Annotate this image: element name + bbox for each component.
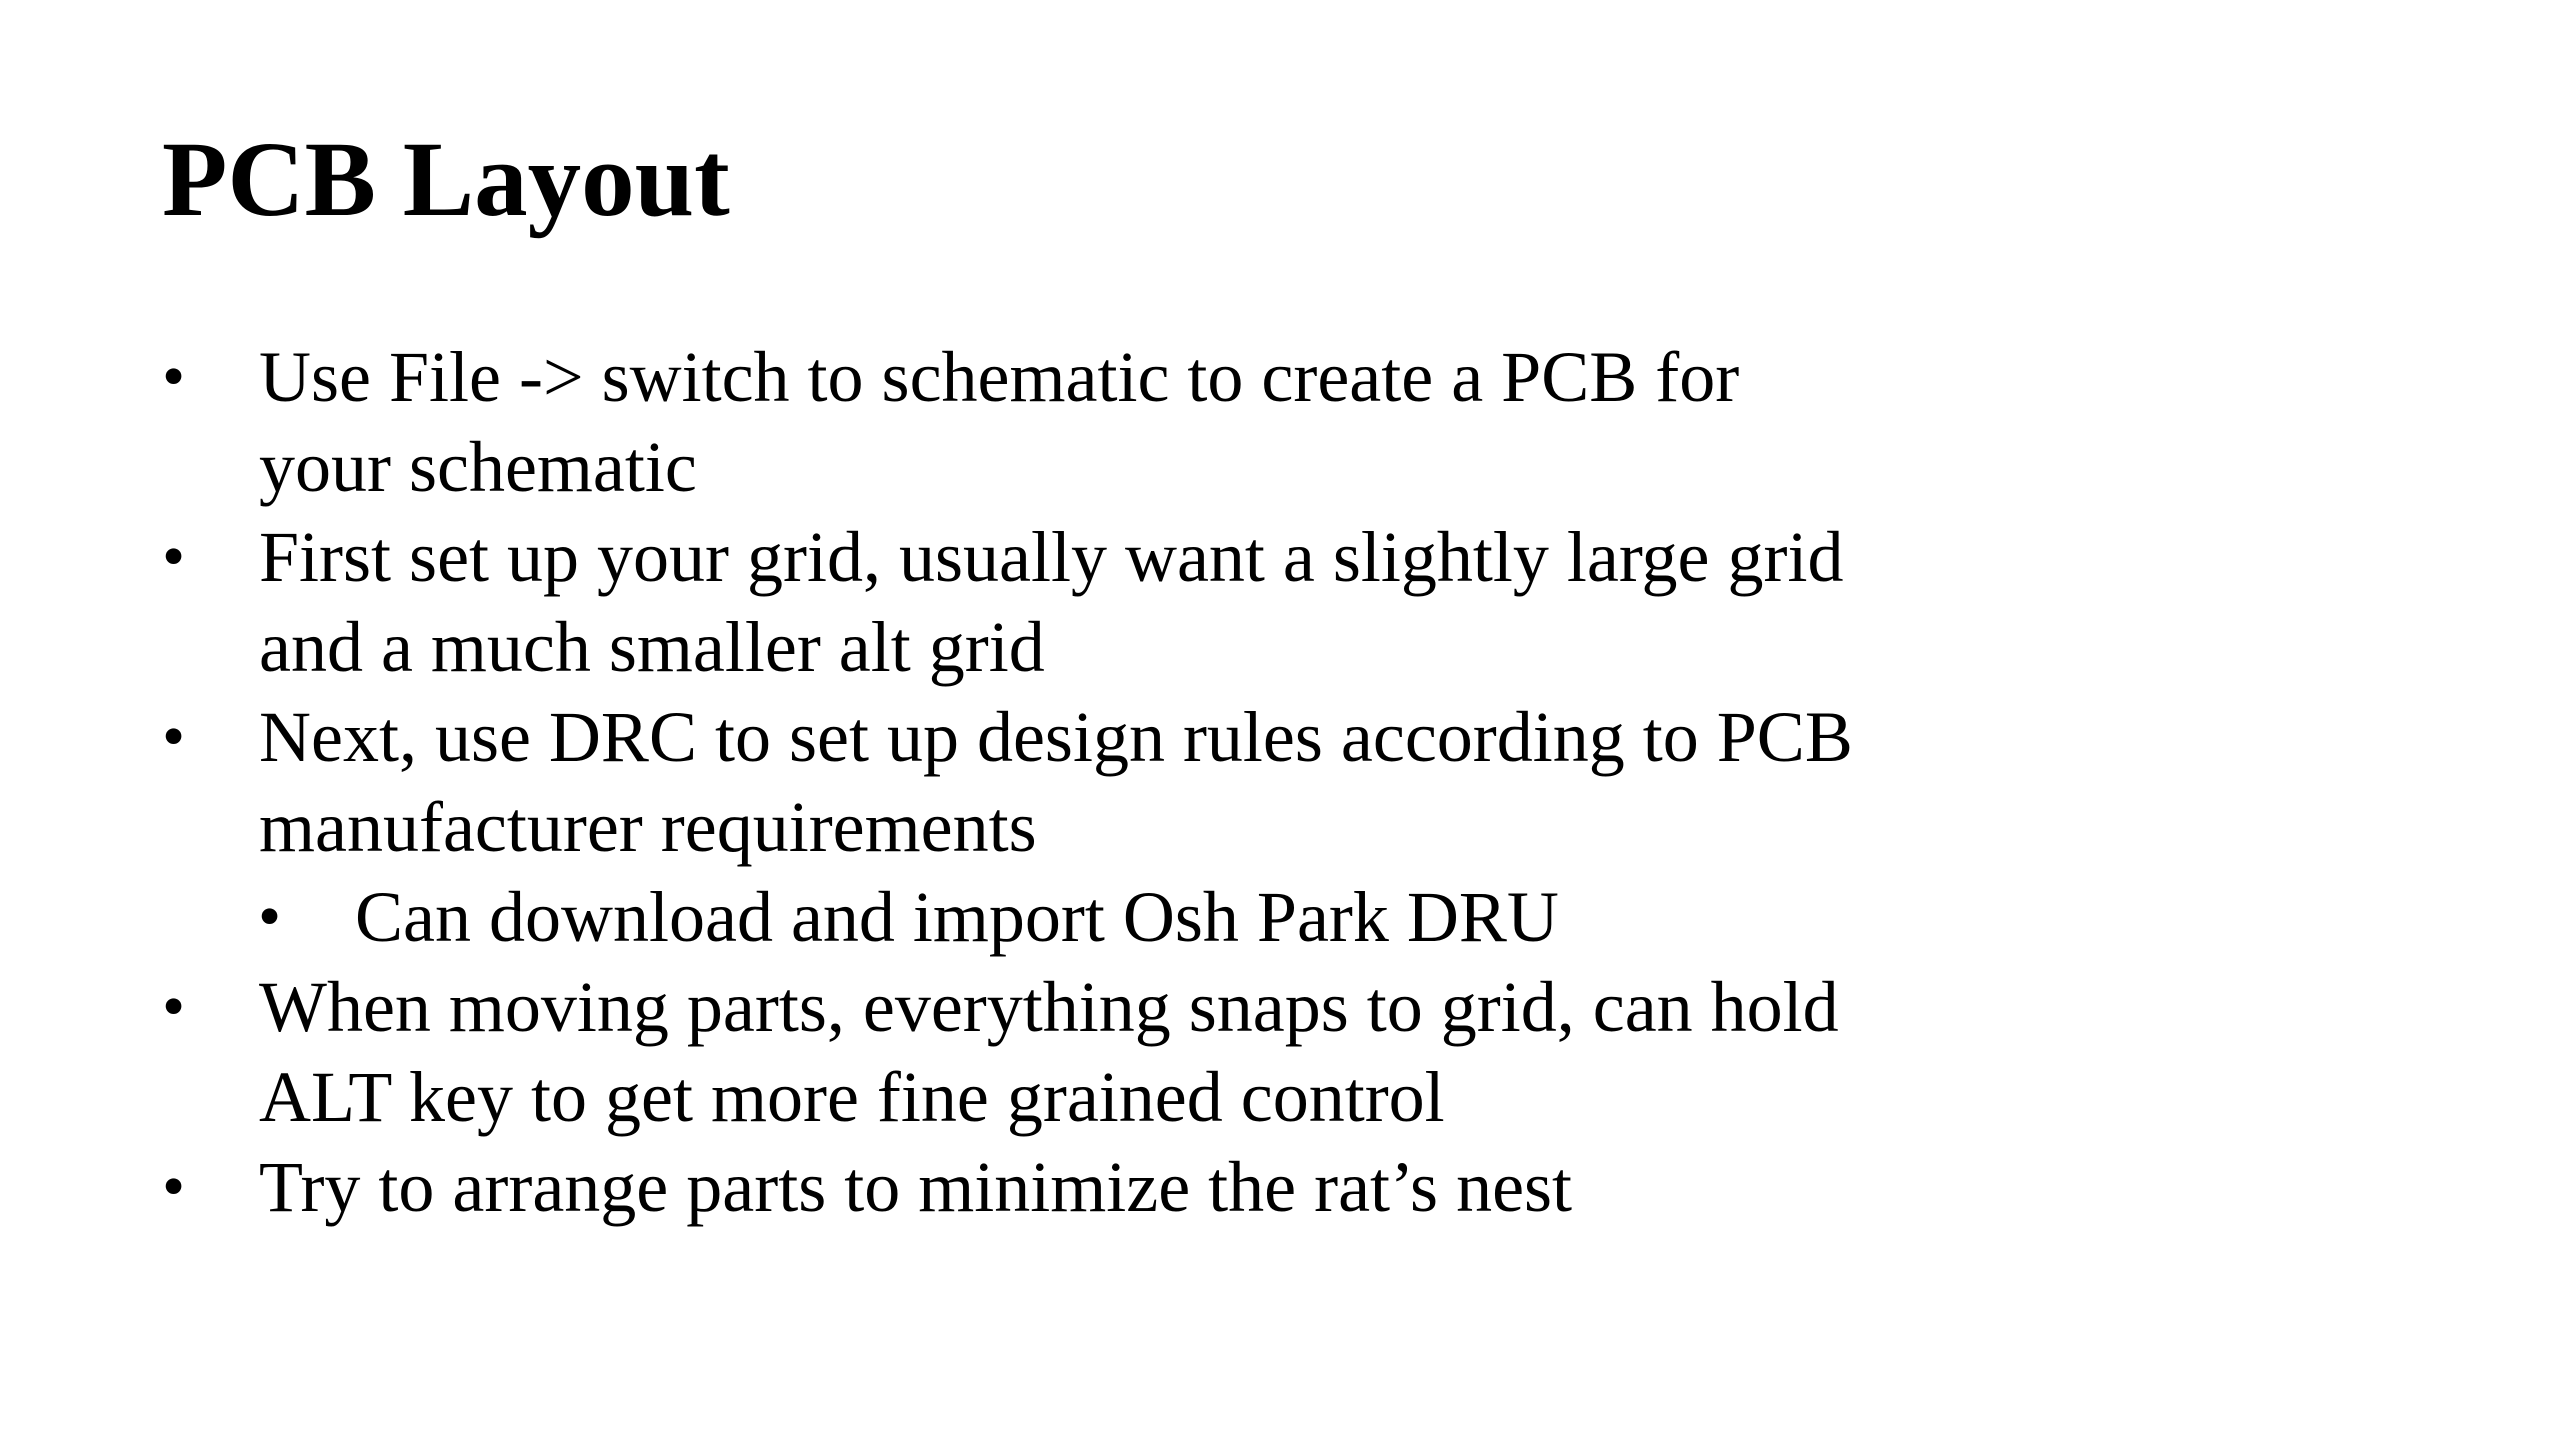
- bullet-dot-icon: •: [162, 340, 186, 413]
- bullet-dot-icon: •: [162, 970, 186, 1043]
- bullet-dot-icon: •: [162, 1150, 186, 1223]
- bullet-text: Try to arrange parts to minimize the rat’s nest: [259, 1147, 1573, 1227]
- bullet-dot-icon: •: [162, 520, 186, 593]
- bullet-text: First set up your grid, usually want a slightly large grid and a much smaller alt grid: [259, 517, 1844, 687]
- bullet-text: Can download and import Osh Park DRU: [355, 877, 1559, 957]
- bullet-item: [162, 1142, 1882, 1232]
- slide-title: PCB Layout: [162, 121, 730, 239]
- bullet-dot-icon: •: [162, 700, 186, 773]
- bullet-item: [162, 512, 1882, 692]
- bullet-dot-icon: •: [258, 880, 282, 953]
- bullet-item: [162, 962, 1882, 1142]
- bullet-text: Use File -> switch to schematic to create a PCB for your schematic: [259, 337, 1740, 507]
- sub-bullet-item: [162, 872, 1882, 962]
- bullet-list: [162, 332, 1882, 1232]
- bullet-item: [162, 692, 1882, 872]
- bullet-text: Next, use DRC to set up design rules according to PCB manufacturer requirements: [259, 697, 1853, 867]
- bullet-text: When moving parts, everything snaps to grid, can hold ALT key to get more fine grained control: [259, 967, 1839, 1137]
- bullet-item: [162, 332, 1882, 512]
